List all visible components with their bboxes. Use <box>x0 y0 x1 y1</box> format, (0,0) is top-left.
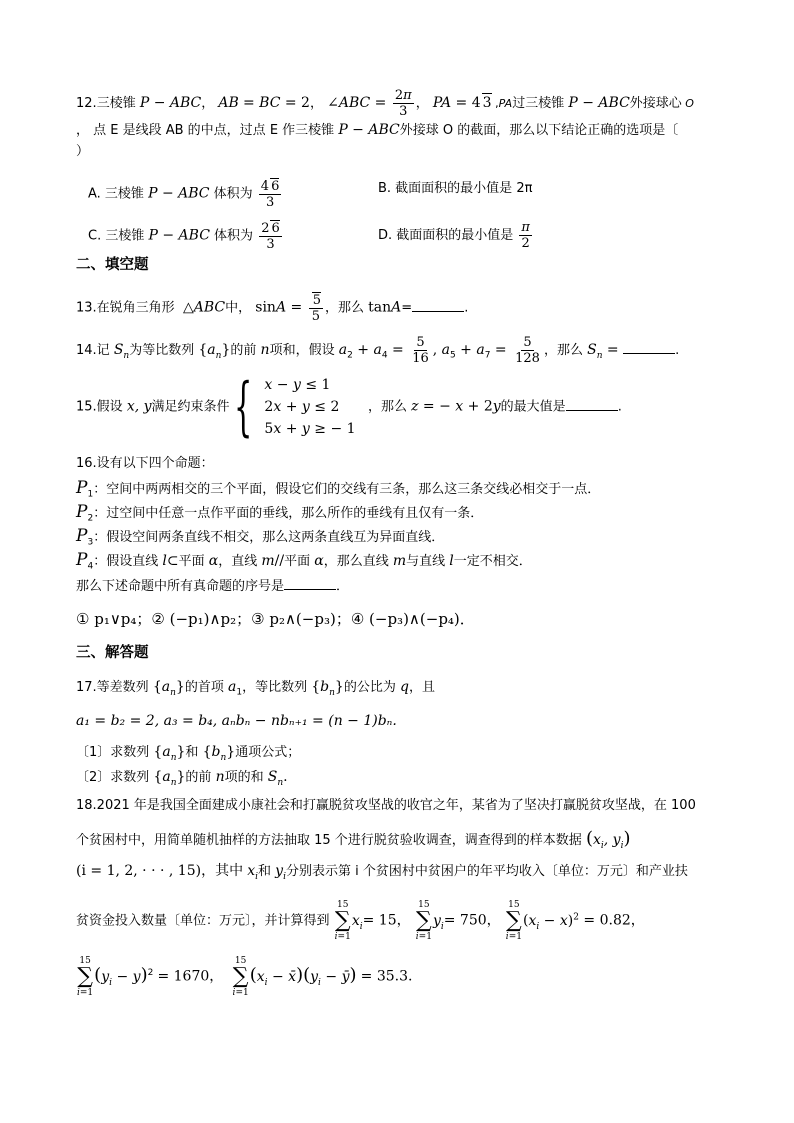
q16-p2: $P_2$：过空间中任意一点作平面的垂线，那么所作的垂线有且仅有一条． <box>76 502 484 524</box>
q17-equation: a₁ = b₂ = 2, a₃ = b₄, aₙbₙ − nbₙ₊₁ = (n − 1)bₙ. <box>76 713 397 729</box>
q16-p1: $P_1$：空间中两两相交的三个平面，假设它们的交线有三条，那么这三条交线必相交于一点． <box>76 478 601 500</box>
q16-choices: ① p₁∨p₄；② (−p₁)∧p₂；③ p₂∧(−p₃)；④ (−p₃)∧(−p₄)． <box>76 610 475 628</box>
q12-option-c: C. 三棱锥 P − ABC 体积为 $\frac{2 6}{3}$ <box>88 221 280 252</box>
q18-line4: 贫资金投入数量〔单位：万元〕，并计算得到 15 ∑ i=1 $x_i= 15$， 15 ∑ i=1 $y_i= 750$， 15 ∑ i=1 $(x_i - x)^2 = 0.82$， <box>76 900 645 942</box>
q12-option-d: D. 截面面积的最小值是 $\frac{\pi}{2}$ <box>378 220 530 251</box>
q17-part1: 〔1〕求数列 $\{a_n\}$和 $\{b_n\}$通项公式； <box>76 744 301 763</box>
q18-line3: (i = 1, 2, · · · , 15)，其中 $x_i$和 $y_i$分别表示第 i 个贫困村中贫困户的年平均收入〔单位：万元〕和产业扶 <box>76 863 688 882</box>
q12-option-b: B. 截面面积的最小值是 2π <box>378 181 533 196</box>
section-solutions: 三、解答题 <box>76 645 149 661</box>
q12-option-a: A. 三棱锥 P − ABC 体积为 $\frac{4 6}{3}$ <box>88 179 280 210</box>
q12-line3: ） <box>76 144 90 159</box>
q18-line2: 个贫困村中，用简单随机抽样的方法抽取 15 个进行脱贫验收调查，调查得到的样本数据 ($x_i$, $y_i$) <box>76 828 631 851</box>
q17-part2: 〔2〕求数列 $\{a_n\}$的前 n项的和 $S_n$. <box>76 769 288 788</box>
q12-line2: ， 点 E 是线段 AB 的中点，过点 E 作三棱锥 P − ABC外接球 O 的截面，那么以下结论正确的选项是〔 <box>76 122 679 138</box>
q18-line1: 18.2021 年是我国全面建成小康社会和打赢脱贫攻坚战的收官之年，某省为了坚决打赢脱贫攻坚战，在 100 <box>76 798 696 813</box>
q16-p4: $P_4$：假设直线 l⊂平面 α，直线 m//平面 α，那么直线 m与直线 l一定不相交． <box>76 550 532 572</box>
q17-line1: 17.等差数列 $\{a_n\}$的首项 $a_1$，等比数列 $\{b_n\}$的公比为 q，且 <box>76 679 435 698</box>
section-fill-in: 二、填空题 <box>76 257 149 273</box>
q16-title: 16.设有以下四个命题： <box>76 456 214 471</box>
q15: 15.假设 x, y满足约束条件 { x − y ≤ 1 2x + y ≤ 2 5x + y ≥ − 1 ，那么 z = − x + 2y的最大值是 . <box>76 370 622 444</box>
q14: 14.记 $S_n$为等比数列 $\{a_n\}$的前 n项和，假设 $a_2 + a_4$ = $\frac{5}{16}$ , $a_5 + a_7$ = $\frac{5}{128}$ ，那么 $S_n$ = . <box>76 335 680 366</box>
q13: 13.在锐角三角形 △ABC中， sinA = $\frac{5}{5}$ ，那么 tanA= . <box>76 293 469 324</box>
q16-p3: $P_3$：假设空间两条直线不相交，那么这两条直线互为异面直线． <box>76 526 445 548</box>
q16-question: 那么下述命题中所有真命题的序号是 ． <box>76 579 350 594</box>
q18-line5: 15 ∑ i=1 $(y_i - y)^2 = 1670$， 15 ∑ i=1 ($x_i$ − $x̄)(y_i$ − ȳ) = 35.3. <box>77 956 413 998</box>
q12-line1: 12.三棱锥 P − ABC， AB = BC = 2， ∠ABC = $\frac{2\pi}{3}$ ， PA = 4 3 ,PA过三棱锥 P − ABC外接球心 O <box>76 88 694 119</box>
